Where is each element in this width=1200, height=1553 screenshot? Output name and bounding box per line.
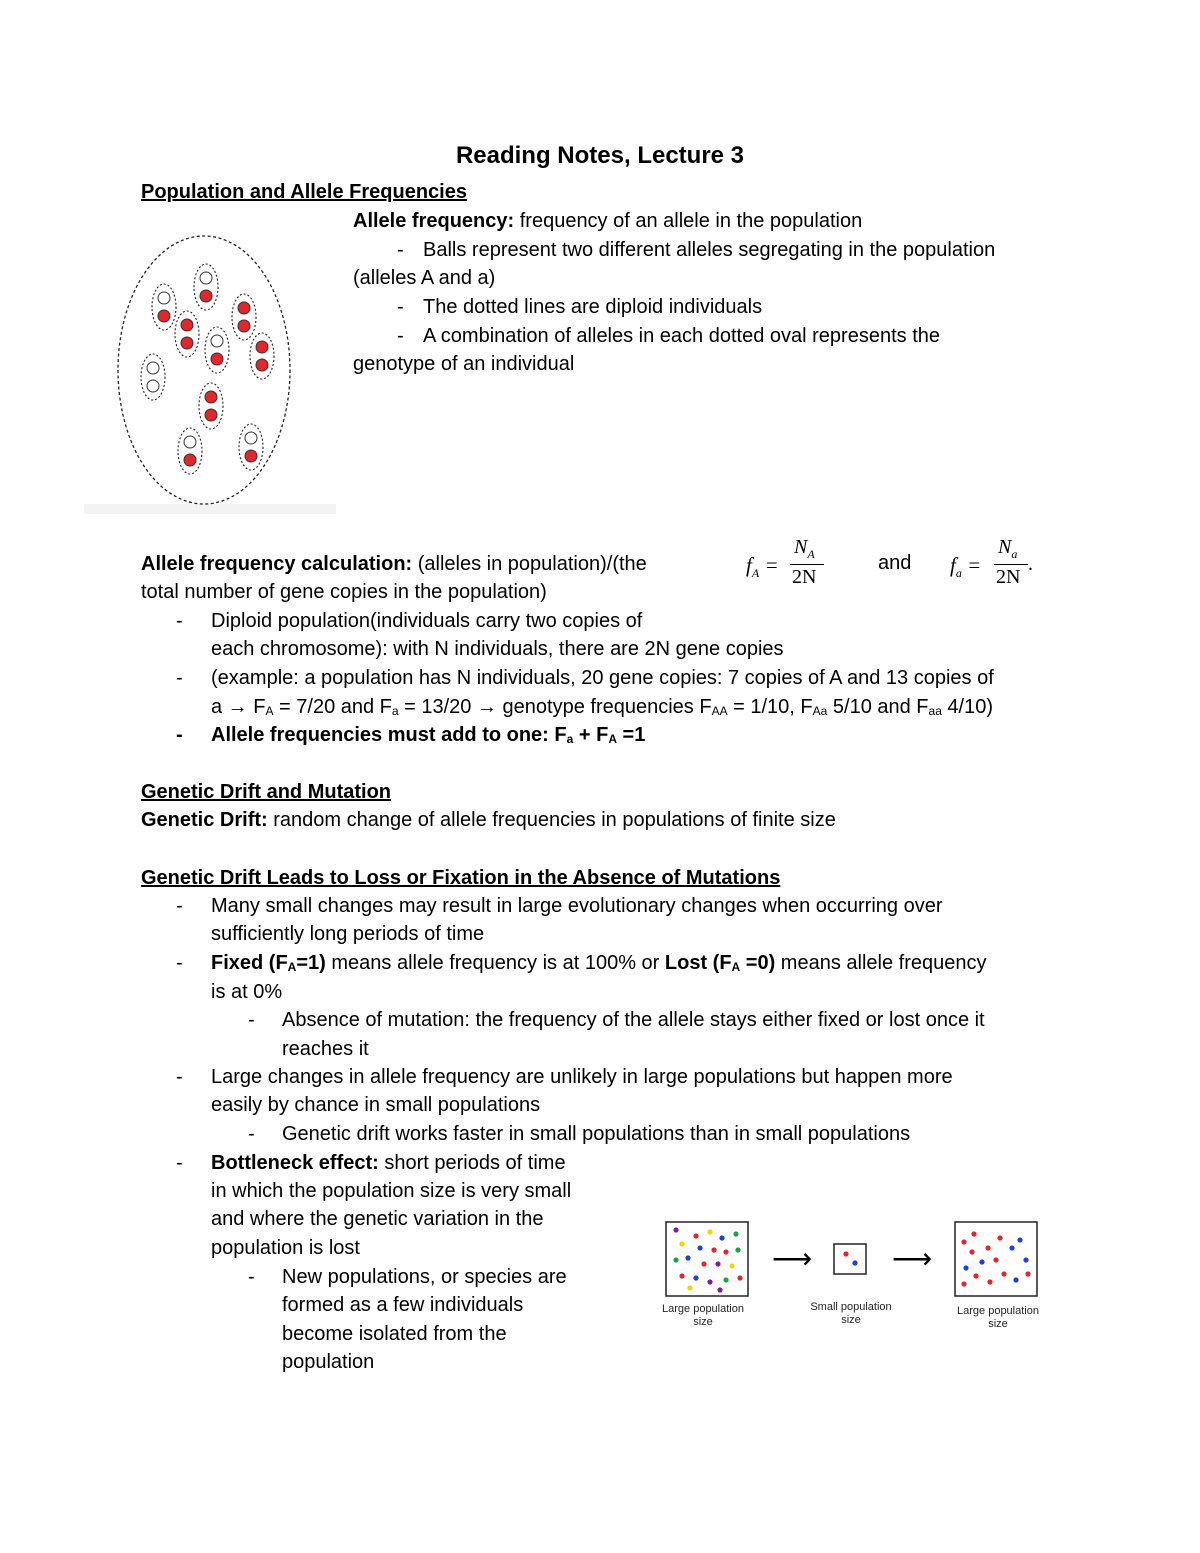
bottleneck-line-1 <box>211 1149 566 1178</box>
absence-mutation-line-2: reaches it <box>282 1038 369 1060</box>
allele-a-ball <box>184 436 196 448</box>
dot <box>961 1239 966 1244</box>
dot <box>679 1273 684 1278</box>
diploid-line-2: each chromosome): with N individuals, there are 2N gene copies <box>211 638 784 660</box>
fixed-text: means allele frequency is at 100% or <box>325 952 665 974</box>
formula-fA: $f_A$ = $N_A$ 2N <box>746 536 836 592</box>
lost-term: Lost (F <box>664 952 732 974</box>
dot <box>973 1273 978 1278</box>
allele-A-ball <box>205 391 217 403</box>
allele-A-ball <box>211 353 223 365</box>
example-text: = 1/10, F <box>727 696 813 718</box>
definition-text: random change of allele frequencies in populations of finite size <box>267 809 836 831</box>
page-title: Reading Notes, Lecture 3 <box>455 142 745 169</box>
bottleneck-text: short periods of time <box>378 1152 566 1174</box>
allele-A-ball <box>245 450 257 462</box>
formula-denominator: 2N <box>792 566 817 588</box>
fraction-bar <box>994 564 1028 565</box>
definition-text: frequency of an allele in the population <box>514 210 863 232</box>
dot <box>971 1231 976 1236</box>
formula-and: and <box>878 552 912 574</box>
sum-text: + F <box>573 724 609 746</box>
caption-large-population-2 <box>943 1305 1053 1331</box>
formula-numerator: N <box>794 536 808 558</box>
dot <box>969 1249 974 1254</box>
bottleneck-line-2: in which the population size is very small <box>211 1180 572 1202</box>
caption-line: Large population <box>957 1305 1039 1317</box>
sum-text: Allele frequencies must add to one: F <box>211 724 567 746</box>
dot <box>993 1257 998 1262</box>
fixed-term: Fixed (F <box>211 952 288 974</box>
small-changes-line-1: Many small changes may result in large evolutionary changes when occurring over <box>211 895 943 917</box>
dot <box>997 1235 1002 1240</box>
formula-denominator: 2N <box>996 566 1021 588</box>
caption-line: size <box>841 1314 861 1326</box>
allele-A-ball <box>256 341 268 353</box>
fixed-lost-wrap: is at 0% <box>211 981 283 1003</box>
arrow-icon: ⟶ <box>772 1243 813 1274</box>
small-population-box <box>834 1244 866 1274</box>
definition-term: Genetic Drift: <box>141 809 268 831</box>
dot <box>843 1251 848 1256</box>
bullet-combination: A combination of alleles in each dotted oval represents the <box>423 325 940 347</box>
population-diagram <box>84 232 336 514</box>
allele-a-ball <box>200 272 212 284</box>
bullet-dash: - <box>176 952 183 974</box>
subscript: A <box>287 960 297 974</box>
dot <box>679 1241 684 1246</box>
bullet-dotted-lines: The dotted lines are diploid individuals <box>423 296 763 318</box>
dot <box>1025 1271 1030 1276</box>
bullet-dash: - <box>248 1009 255 1031</box>
allele-A-ball <box>238 320 250 332</box>
dot <box>697 1245 702 1250</box>
small-changes-line-2: sufficiently long periods of time <box>211 923 485 945</box>
allele-A-ball <box>184 454 196 466</box>
dot <box>723 1277 728 1282</box>
allele-a-ball <box>211 335 223 347</box>
sum-rule <box>211 721 645 750</box>
bullet-combination-wrap: genotype of an individual <box>353 353 575 375</box>
bullet-dash: - <box>176 724 183 746</box>
allele-balls <box>147 272 268 466</box>
dot <box>701 1261 706 1266</box>
large-changes-line-1: Large changes in allele frequency are unlikely in large populations but happen more <box>211 1066 953 1088</box>
dot <box>715 1261 720 1266</box>
example-text: 5/10 and F <box>827 696 929 718</box>
caption-line: size <box>988 1318 1008 1330</box>
diagram-shadow <box>84 504 336 514</box>
dot <box>1009 1245 1014 1250</box>
dot <box>1001 1271 1006 1276</box>
large-changes-line-2: easily by chance in small populations <box>211 1094 541 1116</box>
formula-sub: A <box>751 566 760 581</box>
lost-text: means allele frequency <box>775 952 987 974</box>
example-text: 4/10) <box>941 696 994 718</box>
bullet-dash: - <box>397 239 404 261</box>
dot <box>687 1285 692 1290</box>
formula-sub: a <box>955 566 962 581</box>
subscript: A <box>731 960 741 974</box>
subscript: AA <box>711 704 728 718</box>
fraction-bar <box>790 564 824 565</box>
dot <box>733 1231 738 1236</box>
dot <box>717 1287 722 1292</box>
dot <box>729 1263 734 1268</box>
bottleneck-line-4: population is lost <box>211 1237 360 1259</box>
bullet-balls: Balls represent two different alleles segregating in the population <box>423 239 996 261</box>
dot <box>735 1247 740 1252</box>
dot <box>737 1275 742 1280</box>
allele-a-ball <box>245 432 257 444</box>
dot <box>961 1281 966 1286</box>
caption-line: Large population <box>662 1303 744 1315</box>
dot <box>1017 1237 1022 1242</box>
sum-text: =1 <box>617 724 646 746</box>
absence-mutation-line-1: Absence of mutation: the frequency of the allele stays either fixed or lost once it <box>282 1009 985 1031</box>
subscript: A <box>265 704 274 718</box>
dot <box>1013 1277 1018 1282</box>
section-heading-population: Population and Allele Frequencies <box>141 181 467 203</box>
bullet-dash: - <box>176 667 183 689</box>
drift-faster-line: Genetic drift works faster in small populations than in small populations <box>282 1123 911 1145</box>
new-populations-line-2: formed as a few individuals <box>282 1294 524 1316</box>
fixed-lost-line <box>211 949 986 978</box>
dot <box>987 1279 992 1284</box>
calculation-line <box>141 550 647 579</box>
definition-term: Allele frequency: <box>353 210 515 232</box>
dot <box>707 1229 712 1234</box>
bottleneck-term: Bottleneck effect: <box>211 1152 379 1174</box>
allele-A-ball <box>205 409 217 421</box>
dot <box>719 1235 724 1240</box>
formula-numerator-sub: a <box>1011 547 1018 561</box>
example-line-2 <box>211 693 993 722</box>
bullet-dash: - <box>176 1066 183 1088</box>
example-line-1: (example: a population has N individuals, 20 gene copies: 7 copies of A and 13 copies of <box>211 667 994 689</box>
allele-frequency-definition <box>353 207 862 236</box>
dot <box>1023 1257 1028 1262</box>
formula-numerator-sub: A <box>807 547 815 561</box>
allele-a-ball <box>147 380 159 392</box>
diploid-line-1: Diploid population(individuals carry two copies of <box>211 610 643 632</box>
subscript: a <box>391 704 399 718</box>
bottleneck-figure <box>660 1218 1045 1302</box>
bullet-dash: - <box>176 895 183 917</box>
dot <box>673 1257 678 1262</box>
subscript: a <box>566 732 574 746</box>
bullet-dash: - <box>248 1266 255 1288</box>
dot <box>985 1245 990 1250</box>
example-text: a → F <box>211 696 266 718</box>
allele-A-ball <box>238 302 250 314</box>
allele-A-ball <box>181 337 193 349</box>
example-text: = 7/20 and F <box>273 696 392 718</box>
allele-a-ball <box>158 292 170 304</box>
dot <box>979 1259 984 1264</box>
allele-A-ball <box>200 290 212 302</box>
subscript: Aa <box>812 704 828 718</box>
example-text: = 13/20 → genotype frequencies F <box>398 696 712 718</box>
lost-term: =0) <box>740 952 776 974</box>
dot <box>963 1265 968 1270</box>
dot <box>707 1279 712 1284</box>
dot <box>852 1260 857 1265</box>
dot <box>685 1255 690 1260</box>
new-populations-line-3: become isolated from the <box>282 1323 507 1345</box>
bullet-balls-wrap: (alleles A and a) <box>353 267 496 289</box>
section-heading-loss-fixation: Genetic Drift Leads to Loss or Fixation in the Absence of Mutations <box>141 867 781 889</box>
new-populations-line-1: New populations, or species are <box>282 1266 567 1288</box>
section-heading-drift-mutation: Genetic Drift and Mutation <box>141 781 391 803</box>
bullet-dash: - <box>397 296 404 318</box>
dot <box>693 1275 698 1280</box>
calculation-wrap: total number of gene copies in the population) <box>141 581 547 603</box>
allele-a-ball <box>147 362 159 374</box>
subscript: A <box>608 732 617 746</box>
calculation-text: (alleles in population)/(the <box>412 553 647 575</box>
allele-A-ball <box>181 319 193 331</box>
bullet-dash: - <box>176 610 183 632</box>
caption-small-population <box>796 1301 906 1327</box>
dot <box>711 1247 716 1252</box>
allele-A-ball <box>256 359 268 371</box>
calculation-term: Allele frequency calculation: <box>141 553 413 575</box>
caption-line: Small population <box>810 1301 892 1313</box>
bullet-dash: - <box>248 1123 255 1145</box>
bullet-dash: - <box>176 1152 183 1174</box>
genetic-drift-definition <box>141 806 836 835</box>
arrow-icon: ⟶ <box>892 1243 933 1274</box>
formula-f: f <box>950 553 956 577</box>
bullet-dash: - <box>397 325 404 347</box>
fixed-term: =1) <box>296 952 326 974</box>
dot <box>693 1233 698 1238</box>
dot <box>673 1227 678 1232</box>
caption-large-population <box>648 1303 758 1329</box>
caption-line: size <box>693 1316 713 1328</box>
formula-f: f <box>746 553 752 577</box>
formula-numerator: N <box>998 536 1012 558</box>
dot <box>723 1249 728 1254</box>
allele-A-ball <box>158 310 170 322</box>
formula-fa: $f_a$ = $N_a$ 2N . <box>950 536 1033 588</box>
subscript: aa <box>928 704 942 718</box>
new-populations-line-4: population <box>282 1351 375 1373</box>
bottleneck-line-3: and where the genetic variation in the <box>211 1208 544 1230</box>
